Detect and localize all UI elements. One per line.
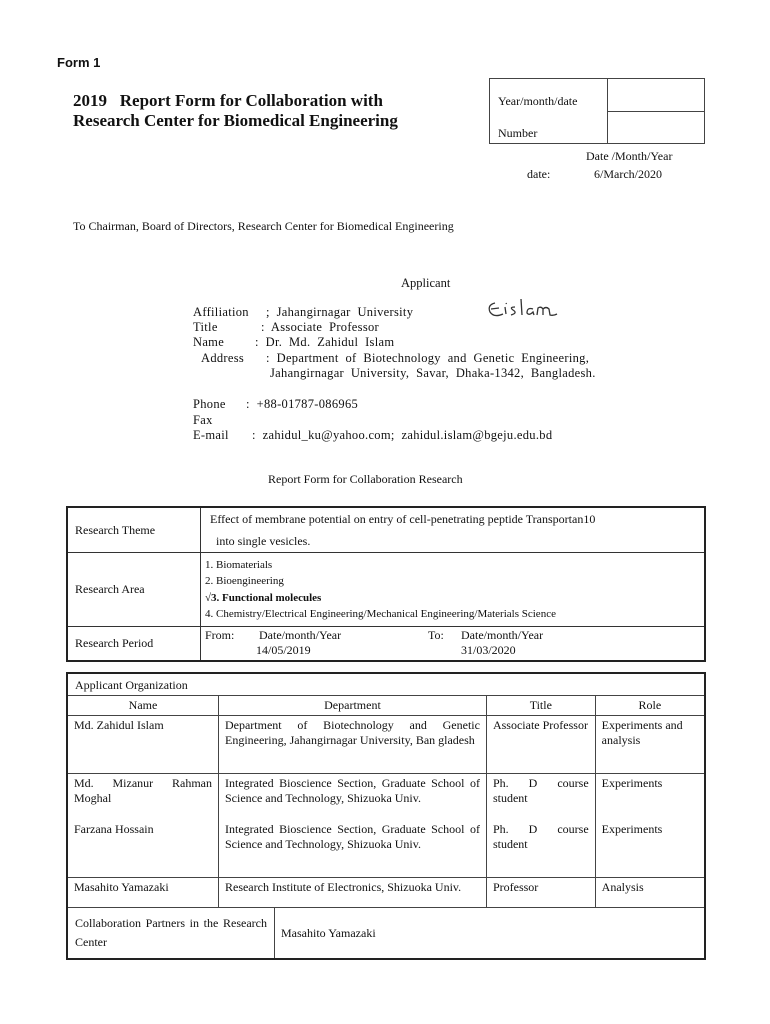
name-value: : Dr. Md. Zahidul Islam [255, 335, 395, 349]
to-value: 31/03/2020 [461, 643, 516, 658]
organization-header-row [67, 696, 705, 716]
organization-table [66, 672, 706, 960]
research-theme-line-2: into single vesicles. [216, 534, 311, 548]
research-theme-line-1: Effect of membrane potential on entry of cell-penetrating peptide Transportan10 [210, 512, 596, 526]
table-row [67, 716, 705, 774]
from-value: 14/05/2019 [256, 643, 311, 658]
address-line-2: Jahangirnagar University, Savar, Dhaka-1342, Bangladesh. [270, 366, 596, 380]
column-header-name: Name [67, 696, 218, 716]
signature-image [485, 295, 565, 323]
member-name: Md. Mizanur Rahman Moghal [67, 774, 218, 820]
title-value: : Associate Professor [261, 320, 379, 334]
research-period-label: Research Period [67, 627, 201, 661]
affiliation-value: ; Jahangirnagar University [266, 305, 414, 319]
research-period-row [67, 627, 705, 661]
research-theme-label: Research Theme [67, 507, 201, 553]
form-title-line-1: 2019 Report Form for Collaboration with [73, 91, 383, 110]
organization-heading: Applicant Organization [67, 673, 705, 696]
phone-value: : +88-01787-086965 [246, 397, 359, 411]
to-label: To: [428, 628, 444, 643]
form-label: Form 1 [57, 55, 101, 70]
partners-value: Masahito Yamazaki [281, 925, 376, 940]
from-format: Date/month/Year [259, 628, 342, 643]
research-area-item-selected: √3. Functional molecules [205, 591, 322, 604]
member-title: Associate Professor [486, 716, 595, 774]
title-label: Title [193, 320, 218, 334]
member-role: Experiments [595, 774, 705, 820]
date-label: date: [527, 167, 551, 181]
applicant-heading: Applicant [401, 276, 451, 290]
member-department: Integrated Bioscience Section, Graduate School of Science and Technology, Shizuoka Univ. [218, 820, 486, 878]
fax-label: Fax [193, 413, 213, 427]
affiliation-label: Affiliation [193, 305, 249, 319]
member-role: Experiments [595, 820, 705, 878]
research-area-list [201, 553, 706, 627]
name-label: Name [193, 335, 225, 349]
column-header-title: Title [486, 696, 595, 716]
member-role: Experiments and analysis [595, 716, 705, 774]
research-period-value [201, 627, 706, 661]
member-title: Ph. D course student [486, 820, 595, 878]
date-value: 6/March/2020 [594, 167, 662, 181]
date-number-box [489, 78, 705, 144]
table-row [67, 820, 705, 878]
partners-label: Collaboration Partners in the Research Center [68, 908, 275, 958]
research-table [66, 506, 706, 662]
date-format-label: Date /Month/Year [586, 149, 673, 163]
member-department: Research Institute of Electronics, Shizuoka Univ. [218, 878, 486, 908]
table-row [67, 774, 705, 820]
table-row [67, 878, 705, 908]
address-label: Address [201, 351, 245, 365]
member-name: Md. Zahidul Islam [67, 716, 218, 774]
address-line-1: : Department of Biotechnology and Genetic Engineering, [266, 351, 590, 365]
box-divider [607, 111, 704, 112]
member-name: Farzana Hossain [67, 820, 218, 878]
report-heading: Report Form for Collaboration Research [268, 472, 463, 486]
research-theme-row [67, 507, 705, 553]
member-name: Masahito Yamazaki [67, 878, 218, 908]
member-department: Integrated Bioscience Section, Graduate School of Science and Technology, Shizuoka Univ. [218, 774, 486, 820]
organization-heading-row [67, 673, 705, 696]
research-area-item: 1. Biomaterials [205, 558, 273, 571]
form-title-line-2: Research Center for Biomedical Engineering [73, 111, 398, 130]
addressee: To Chairman, Board of Directors, Research Center for Biomedical Engineering [73, 219, 454, 233]
research-area-item: 4. Chemistry/Electrical Engineering/Mechanical Engineering/Materials Science [205, 608, 556, 620]
to-format: Date/month/Year [461, 628, 544, 643]
member-role: Analysis [595, 878, 705, 908]
member-department: Department of Biotechnology and Genetic Engineering, Jahangirnagar University, Ban gladesh [218, 716, 486, 774]
research-area-label: Research Area [67, 553, 201, 627]
research-theme-value [201, 507, 706, 553]
partners-row [67, 908, 705, 960]
research-area-item: 2. Bioengineering [205, 575, 284, 587]
email-label: E-mail [193, 428, 229, 442]
ymd-label: Year/month/date [498, 94, 578, 108]
phone-label: Phone [193, 397, 226, 411]
member-title: Ph. D course student [486, 774, 595, 820]
column-header-department: Department [218, 696, 486, 716]
from-label: From: [205, 628, 235, 643]
column-header-role: Role [595, 696, 705, 716]
number-label: Number [498, 126, 538, 140]
member-title: Professor [486, 878, 595, 908]
form-title [73, 91, 398, 131]
research-area-row [67, 553, 705, 627]
email-value: : zahidul_ku@yahoo.com; zahidul.islam@bgeju.edu.bd [252, 428, 553, 442]
